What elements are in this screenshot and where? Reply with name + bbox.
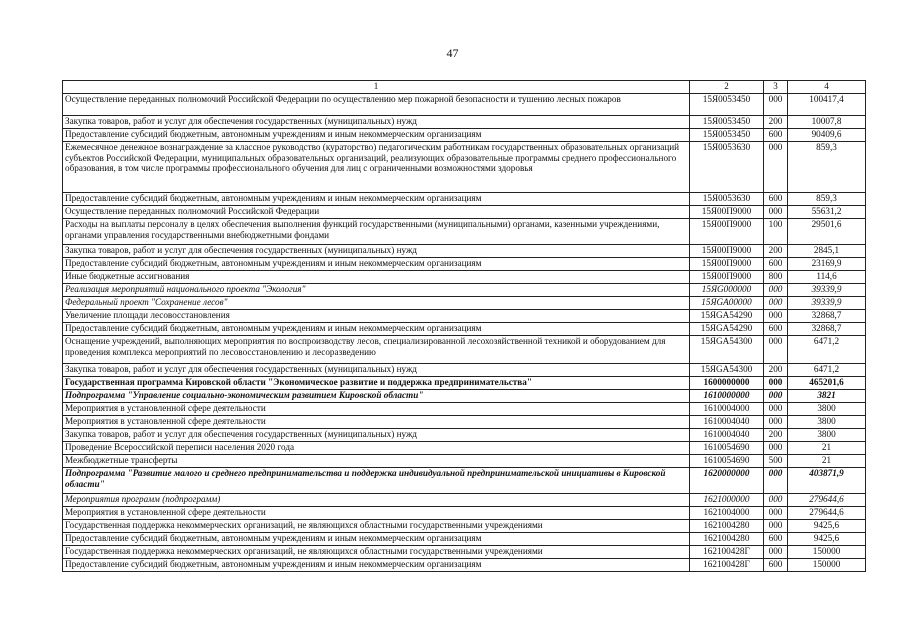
row-name-cell: Государственная программа Кировской области "Экономическое развитие и поддержка предпринимательства" bbox=[63, 377, 690, 390]
row-code-cell: 1600000000 bbox=[690, 377, 764, 390]
row-sum-cell: 32868,7 bbox=[788, 310, 866, 323]
row-sum-cell: 114,6 bbox=[788, 271, 866, 284]
row-code-cell: 1621004280 bbox=[690, 533, 764, 546]
row-expense-type-cell: 000 bbox=[764, 468, 788, 494]
row-name-cell: Проведение Всероссийской переписи населения 2020 года bbox=[63, 442, 690, 455]
table-row bbox=[63, 442, 866, 455]
row-expense-type-cell: 000 bbox=[764, 310, 788, 323]
row-code-cell: 1610004040 bbox=[690, 416, 764, 429]
row-code-cell: 1621004000 bbox=[690, 507, 764, 520]
row-code-cell: 15ЯGA54290 bbox=[690, 323, 764, 336]
row-sum-cell: 6471,2 bbox=[788, 364, 866, 377]
row-sum-cell: 39339,9 bbox=[788, 284, 866, 297]
row-code-cell: 15Я0053450 bbox=[690, 116, 764, 129]
row-sum-cell: 55631,2 bbox=[788, 206, 866, 219]
row-name-cell: Мероприятия в установленной сфере деятельности bbox=[63, 416, 690, 429]
row-name-cell: Закупка товаров, работ и услуг для обеспечения государственных (муниципальных) нужд bbox=[63, 116, 690, 129]
row-sum-cell: 3800 bbox=[788, 429, 866, 442]
row-code-cell: 1610004000 bbox=[690, 403, 764, 416]
page-number: 47 bbox=[446, 46, 459, 60]
row-name-cell: Увеличение площади лесовосстановления bbox=[63, 310, 690, 323]
table-row bbox=[63, 271, 866, 284]
table-row bbox=[63, 323, 866, 336]
row-name-cell: Осуществление переданных полномочий Российской Федерации bbox=[63, 206, 690, 219]
row-sum-cell: 21 bbox=[788, 455, 866, 468]
row-expense-type-cell: 500 bbox=[764, 455, 788, 468]
table-row bbox=[63, 455, 866, 468]
row-expense-type-cell: 000 bbox=[764, 546, 788, 559]
row-code-cell: 1610000000 bbox=[690, 390, 764, 403]
row-code-cell: 15ЯGA00000 bbox=[690, 297, 764, 310]
table-row bbox=[63, 403, 866, 416]
row-name-cell: Предоставление субсидий бюджетным, автономным учреждениям и иным некоммерческим организациям bbox=[63, 559, 690, 572]
row-code-cell: 15Я00П9000 bbox=[690, 271, 764, 284]
row-name-cell: Предоставление субсидий бюджетным, автономным учреждениям и иным некоммерческим организациям bbox=[63, 533, 690, 546]
row-sum-cell: 859,3 bbox=[788, 142, 866, 193]
row-expense-type-cell: 000 bbox=[764, 520, 788, 533]
header-col-2: 2 bbox=[690, 81, 764, 94]
row-expense-type-cell: 000 bbox=[764, 377, 788, 390]
row-sum-cell: 3821 bbox=[788, 390, 866, 403]
row-name-cell: Мероприятия в установленной сфере деятельности bbox=[63, 507, 690, 520]
row-expense-type-cell: 000 bbox=[764, 284, 788, 297]
row-expense-type-cell: 800 bbox=[764, 271, 788, 284]
row-expense-type-cell: 000 bbox=[764, 494, 788, 507]
row-name-cell: Предоставление субсидий бюджетным, автономным учреждениям и иным некоммерческим организациям bbox=[63, 193, 690, 206]
row-name-cell: Закупка товаров, работ и услуг для обеспечения государственных (муниципальных) нужд bbox=[63, 245, 690, 258]
row-code-cell: 15Я0053630 bbox=[690, 193, 764, 206]
row-sum-cell: 9425,6 bbox=[788, 520, 866, 533]
row-expense-type-cell: 000 bbox=[764, 142, 788, 193]
row-code-cell: 15Я00П9000 bbox=[690, 206, 764, 219]
row-name-cell: Межбюджетные трансферты bbox=[63, 455, 690, 468]
row-name-cell: Иные бюджетные ассигнования bbox=[63, 271, 690, 284]
table-row bbox=[63, 364, 866, 377]
row-sum-cell: 279644,6 bbox=[788, 494, 866, 507]
row-name-cell: Федеральный проект "Сохранение лесов" bbox=[63, 297, 690, 310]
row-sum-cell: 3800 bbox=[788, 403, 866, 416]
row-sum-cell: 21 bbox=[788, 442, 866, 455]
table-row bbox=[63, 377, 866, 390]
row-expense-type-cell: 600 bbox=[764, 258, 788, 271]
row-name-cell: Мероприятия в установленной сфере деятельности bbox=[63, 403, 690, 416]
row-expense-type-cell: 600 bbox=[764, 193, 788, 206]
row-sum-cell: 279644,6 bbox=[788, 507, 866, 520]
row-sum-cell: 9425,6 bbox=[788, 533, 866, 546]
table-row bbox=[63, 507, 866, 520]
row-name-cell: Осуществление переданных полномочий Российской Федерации по осуществлению мер пожарной безопасности и тушению лесных пожаров bbox=[63, 94, 690, 116]
row-name-cell: Мероприятия программ (подпрограмм) bbox=[63, 494, 690, 507]
row-sum-cell: 6471,2 bbox=[788, 336, 866, 364]
header-col-4: 4 bbox=[788, 81, 866, 94]
row-name-cell: Закупка товаров, работ и услуг для обеспечения государственных (муниципальных) нужд bbox=[63, 429, 690, 442]
table-row bbox=[63, 416, 866, 429]
row-sum-cell: 150000 bbox=[788, 559, 866, 572]
row-code-cell: 162100428Г bbox=[690, 546, 764, 559]
row-sum-cell: 10007,8 bbox=[788, 116, 866, 129]
row-expense-type-cell: 600 bbox=[764, 323, 788, 336]
row-code-cell: 15Я0053450 bbox=[690, 129, 764, 142]
table-row bbox=[63, 429, 866, 442]
table-row bbox=[63, 390, 866, 403]
row-expense-type-cell: 000 bbox=[764, 507, 788, 520]
row-expense-type-cell: 200 bbox=[764, 245, 788, 258]
table-row bbox=[63, 494, 866, 507]
row-sum-cell: 39339,9 bbox=[788, 297, 866, 310]
row-code-cell: 162100428Г bbox=[690, 559, 764, 572]
table-row bbox=[63, 468, 866, 494]
row-code-cell: 15Я0053630 bbox=[690, 142, 764, 193]
row-sum-cell: 90409,6 bbox=[788, 129, 866, 142]
row-code-cell: 1610004040 bbox=[690, 429, 764, 442]
table-row bbox=[63, 559, 866, 572]
row-name-cell: Подпрограмма "Управление социально-экономическим развитием Кировской области" bbox=[63, 390, 690, 403]
row-code-cell: 1621000000 bbox=[690, 494, 764, 507]
row-name-cell: Государственная поддержка некоммерческих организаций, не являющихся областными государственными учреждениями bbox=[63, 546, 690, 559]
table-row bbox=[63, 533, 866, 546]
row-code-cell: 15Я00П9000 bbox=[690, 219, 764, 245]
row-expense-type-cell: 000 bbox=[764, 94, 788, 116]
row-expense-type-cell: 000 bbox=[764, 297, 788, 310]
row-name-cell: Закупка товаров, работ и услуг для обеспечения государственных (муниципальных) нужд bbox=[63, 364, 690, 377]
table-row bbox=[63, 129, 866, 142]
row-expense-type-cell: 100 bbox=[764, 219, 788, 245]
row-code-cell: 15Я00П9000 bbox=[690, 258, 764, 271]
table-row bbox=[63, 94, 866, 116]
row-expense-type-cell: 000 bbox=[764, 390, 788, 403]
row-sum-cell: 403871,9 bbox=[788, 468, 866, 494]
table-row bbox=[63, 546, 866, 559]
row-name-cell: Предоставление субсидий бюджетным, автономным учреждениям и иным некоммерческим организациям bbox=[63, 129, 690, 142]
row-code-cell: 1610054690 bbox=[690, 442, 764, 455]
row-expense-type-cell: 600 bbox=[764, 129, 788, 142]
row-sum-cell: 100417,4 bbox=[788, 94, 866, 116]
table-row bbox=[63, 142, 866, 193]
row-expense-type-cell: 000 bbox=[764, 206, 788, 219]
table-row bbox=[63, 245, 866, 258]
table-row bbox=[63, 310, 866, 323]
table-row bbox=[63, 297, 866, 310]
row-code-cell: 15Я0053450 bbox=[690, 94, 764, 116]
table-header-row bbox=[63, 81, 866, 94]
table-row bbox=[63, 336, 866, 364]
row-expense-type-cell: 000 bbox=[764, 336, 788, 364]
row-sum-cell: 23169,9 bbox=[788, 258, 866, 271]
row-code-cell: 1610054690 bbox=[690, 455, 764, 468]
row-code-cell: 15ЯGA54290 bbox=[690, 310, 764, 323]
row-expense-type-cell: 600 bbox=[764, 559, 788, 572]
row-code-cell: 1621004280 bbox=[690, 520, 764, 533]
row-sum-cell: 150000 bbox=[788, 546, 866, 559]
row-expense-type-cell: 200 bbox=[764, 429, 788, 442]
row-expense-type-cell: 200 bbox=[764, 116, 788, 129]
row-expense-type-cell: 000 bbox=[764, 403, 788, 416]
row-name-cell: Предоставление субсидий бюджетным, автономным учреждениям и иным некоммерческим организациям bbox=[63, 323, 690, 336]
table-row bbox=[63, 116, 866, 129]
row-name-cell: Расходы на выплаты персоналу в целях обеспечения выполнения функций государственными (муниципальными) органами, казенными учреждениями, органами управления государственными внебюджетными фондами bbox=[63, 219, 690, 245]
row-name-cell: Ежемесячное денежное вознаграждение за классное руководство (кураторство) педагогическим работникам государственных образовательных организаций субъектов Российской Федерации, муниципальных образовательных организаций, реализующих образовательные программы среднего профессионального образования, в том числе программы профессионального обучения для лиц с ограниченными возможностями здоровья bbox=[63, 142, 690, 193]
table-row bbox=[63, 258, 866, 271]
row-sum-cell: 2845,1 bbox=[788, 245, 866, 258]
row-expense-type-cell: 000 bbox=[764, 442, 788, 455]
row-name-cell: Оснащение учреждений, выполняющих мероприятия по воспроизводству лесов, специализированной лесохозяйственной техникой и оборудованием для проведения комплекса мероприятий по лесовосстановлению и лесоразведению bbox=[63, 336, 690, 364]
table-row bbox=[63, 284, 866, 297]
row-code-cell: 15ЯGA54300 bbox=[690, 364, 764, 377]
row-name-cell: Подпрограмма "Развитие малого и среднего предпринимательства и поддержка индивидуальной предпринимательской инициативы в Кировской области" bbox=[63, 468, 690, 494]
row-sum-cell: 32868,7 bbox=[788, 323, 866, 336]
row-sum-cell: 859,3 bbox=[788, 193, 866, 206]
budget-table-body bbox=[63, 81, 866, 572]
table-row bbox=[63, 520, 866, 533]
row-code-cell: 15ЯGA54300 bbox=[690, 336, 764, 364]
row-expense-type-cell: 200 bbox=[764, 364, 788, 377]
row-sum-cell: 3800 bbox=[788, 416, 866, 429]
row-code-cell: 1620000000 bbox=[690, 468, 764, 494]
row-sum-cell: 29501,6 bbox=[788, 219, 866, 245]
row-code-cell: 15ЯG000000 bbox=[690, 284, 764, 297]
table-row bbox=[63, 206, 866, 219]
row-expense-type-cell: 000 bbox=[764, 416, 788, 429]
row-expense-type-cell: 600 bbox=[764, 533, 788, 546]
row-name-cell: Предоставление субсидий бюджетным, автономным учреждениям и иным некоммерческим организациям bbox=[63, 258, 690, 271]
table-row bbox=[63, 219, 866, 245]
table-row bbox=[63, 193, 866, 206]
row-sum-cell: 465201,6 bbox=[788, 377, 866, 390]
budget-table bbox=[62, 80, 866, 572]
header-col-1: 1 bbox=[63, 81, 690, 94]
row-code-cell: 15Я00П9000 bbox=[690, 245, 764, 258]
row-name-cell: Государственная поддержка некоммерческих организаций, не являющихся областными государственными учреждениями bbox=[63, 520, 690, 533]
row-name-cell: Реализация мероприятий национального проекта "Экология" bbox=[63, 284, 690, 297]
header-col-3: 3 bbox=[764, 81, 788, 94]
